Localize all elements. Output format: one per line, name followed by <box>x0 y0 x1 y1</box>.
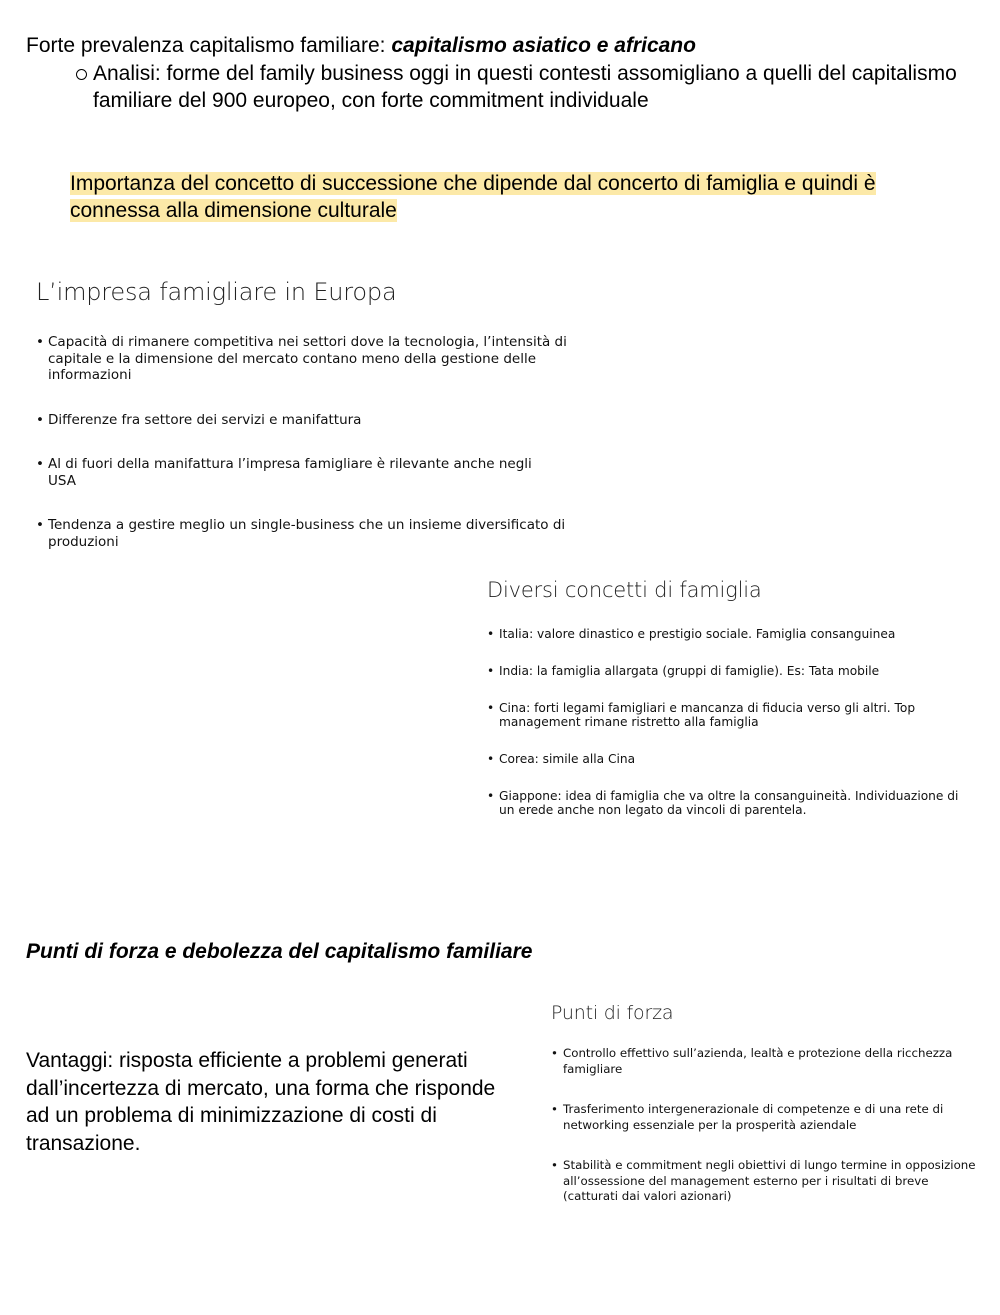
slide-title: L’impresa famigliare in Europa <box>36 278 397 306</box>
list-item: • Italia: valore dinastico e prestigio sociale. Famiglia consanguinea <box>487 627 967 641</box>
list-item: • Giappone: idea di famiglia che va oltre la consanguineità. Individuazione di un erede anche non legato da vincoli di parentela. <box>487 789 967 817</box>
list-item: • Trasferimento intergenerazionale di competenze e di una rete di networking essenziale per la prosperità aziendale <box>551 1102 981 1133</box>
list-item: • India: la famiglia allargata (gruppi di famiglie). Es: Tata mobile <box>487 664 967 678</box>
slide-bullet-list <box>487 627 967 817</box>
list-item: • Tendenza a gestire meglio un single-business che un insieme diversificato di produzioni <box>36 517 576 550</box>
intro-emphasis: capitalismo asiatico e africano <box>391 34 696 57</box>
list-item: • Corea: simile alla Cina <box>487 752 967 766</box>
slide-bullet-list <box>551 1046 981 1205</box>
highlight-line-2: connessa alla dimensione culturale <box>70 199 397 222</box>
list-item: • Differenze fra settore dei servizi e manifattura <box>36 412 576 429</box>
sub-bullet-text: Analisi: forme del family business oggi in questi contesti assomigliano a quelli del capitalismo familiare del 900 europeo, con forte commitment individuale <box>93 62 957 112</box>
intro-prefix: Forte prevalenza capitalismo familiare: <box>26 34 392 57</box>
slide-title: Punti di forza <box>551 1002 674 1024</box>
slide-punti-forza <box>551 1000 981 1205</box>
slide-impresa-europa <box>36 276 576 550</box>
section-heading: Punti di forza e debolezza del capitalismo familiare <box>26 940 533 963</box>
slide-title: Diversi concetti di famiglia <box>487 578 762 602</box>
slide-bullet-list <box>36 334 576 550</box>
list-item: • Al di fuori della manifattura l’impresa famigliare è rilevante anche negli USA <box>36 456 548 489</box>
vantaggi-paragraph: Vantaggi: risposta efficiente a problemi generati dall’incertezza di mercato, una forma che risponde ad un problema di minimizzazione di costi di transazione. <box>26 1049 496 1155</box>
list-item: • Controllo effettivo sull’azienda, lealtà e protezione della ricchezza famigliare <box>551 1046 981 1077</box>
circle-bullet-icon <box>76 69 87 80</box>
sub-bullet-marker <box>76 67 87 85</box>
list-item: • Capacità di rimanere competitiva nei settori dove la tecnologia, l’intensità di capitale e la dimensione del mercato contano meno della gestione delle informazioni <box>36 334 576 384</box>
list-item: • Stabilità e commitment negli obiettivi di lungo termine in opposizione all’ossessione del management esterno per i risultati di breve (catturati dai valori azionari) <box>551 1158 981 1205</box>
highlight-paragraph <box>70 170 990 224</box>
slide-concetti-famiglia <box>487 576 967 817</box>
list-item: • Cina: forti legami famigliari e mancanza di fiducia verso gli altri. Top management rimane ristretto alla famiglia <box>487 701 967 729</box>
intro-line <box>26 32 986 59</box>
highlight-line-1: Importanza del concetto di successione che dipende dal concerto di famiglia e quindi è <box>70 172 876 195</box>
